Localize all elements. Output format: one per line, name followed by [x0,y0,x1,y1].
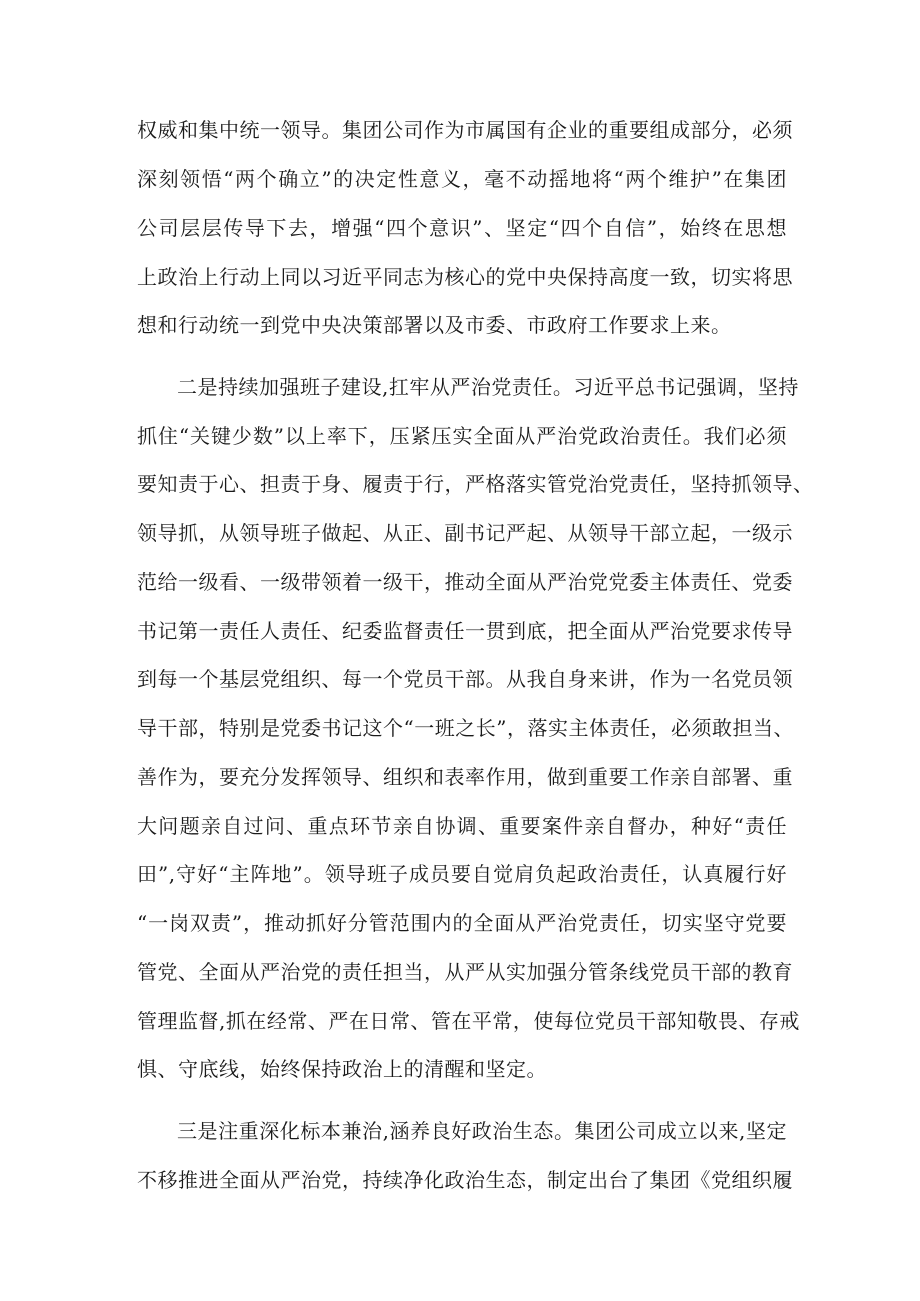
paragraph-2-line-11: 田”,守好“主阵地”。领导班子成员要自觉肩负起政治责任，认真履行好 [137,862,787,886]
paragraph-2-line-2: 抓住“关键少数”以上率下，压紧压实全面从严治党政治责任。我们必须 [137,424,787,448]
paragraph-2-line-13: 管党、全面从严治党的责任担当，从严从实加强分管条线党员干部的教育 [137,960,793,984]
paragraph-2-line-14: 管理监督,抓在经常、严在日常、管在平常，使每位党员干部知敬畏、存戒 [137,1009,800,1033]
paragraph-3-line-1: 三是注重深化标本兼治,涵养良好政治生态。集团公司成立以来,坚定 [177,1119,787,1143]
paragraph-2-line-6: 书记第一责任人责任、纪委监督责任一贯到底，把全面从严治党要求传导 [137,619,793,643]
paragraph-1-line-1: 权威和集中统一领导。集团公司作为市属国有企业的重要组成部分，必须 [137,118,793,142]
paragraph-2-line-15: 惧、守底线，始终保持政治上的清醒和坚定。 [137,1057,547,1081]
paragraph-2-line-5: 范给一级看、一级带领着一级干，推动全面从严治党党委主体责任、党委 [137,570,793,594]
paragraph-2-line-8: 导干部，特别是党委书记这个“一班之长”，落实主体责任，必须敢担当、 [137,716,794,740]
paragraph-2-line-3: 要知责于心、担责于身、履责于行，严格落实管党治党责任，坚持抓领导、 [137,472,814,496]
paragraph-1-line-5: 想和行动统一到党中央决策部署以及市委、市政府工作要求上来。 [137,313,732,337]
paragraph-2-line-1: 二是持续加强班子建设,扛牢从严治党责任。习近平总书记强调，坚持 [177,375,799,399]
paragraph-1-line-4: 上政治上行动上同以习近平同志为核心的党中央保持高度一致，切实将思 [137,265,793,289]
paragraph-2-line-12: “一岗双责”，推动抓好分管范围内的全面从严治党责任，切实坚守党要 [137,911,787,935]
paragraph-2-line-9: 善作为，要充分发挥领导、组织和表率作用，做到重要工作亲自部署、重 [137,765,793,789]
paragraph-2-line-4: 领导抓，从领导班子做起、从正、副书记严起、从领导干部立起，一级示 [137,521,793,545]
paragraph-2-line-7: 到每一个基层党组织、每一个党员干部。从我自身来讲，作为一名党员领 [137,667,793,691]
paragraph-2-line-10: 大问题亲自过问、重点环节亲自协调、重要案件亲自督办，种好“责任 [137,814,787,838]
paragraph-1-line-3: 公司层层传导下去，增强“四个意识”、坚定“四个自信”，始终在思想 [137,216,787,240]
paragraph-3-line-2: 不移推进全面从严治党，持续净化政治生态，制定出台了集团《党组织履 [137,1168,793,1192]
paragraph-1-line-2: 深刻领悟“两个确立”的决定性意义，毫不动摇地将“两个维护”在集团 [137,167,787,191]
